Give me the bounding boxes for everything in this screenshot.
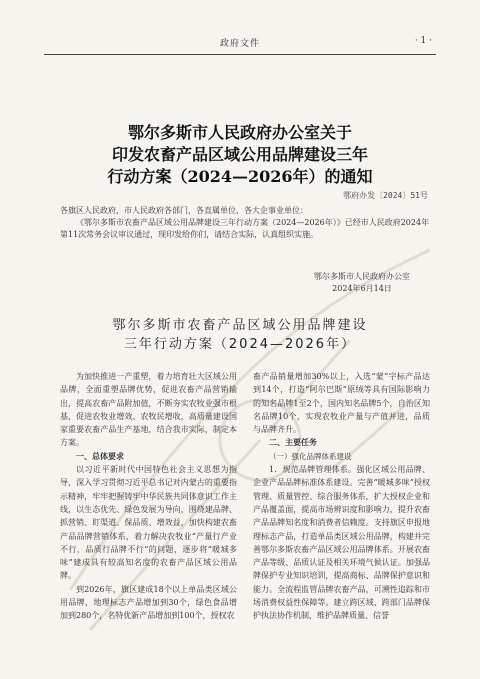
notice-recipients: 各旗区人民政府，市人民政府各部门，各直属单位，各大企事业单位： [60,206,308,215]
notice-text: 《鄂尔多斯市农畜产品区域公用品牌建设三年行动方案（2024—2026年）》已经市人民政府2024年第11次常务会议审议通过，现印发给你们，请结合实际，认真组织实施。 [60,218,430,239]
targets-continued: 畜产品销量增加30%以上，入选“蒙”字标产品达到14个，打造“阿尔巴斯”原绒等具有国际影响力的知名品牌1至2个，国内知名品牌5个，自治区知名品牌10个，实现农牧业产量与产值并进，品质与品牌齐升。 [253,372,430,435]
intro-paragraph: 为加快推进一产重塑，着力培育壮大区域公用品牌，全面重塑品牌优势，促进农畜产品营销输出，提高农畜产品附加值，不断夯实农牧业强市根基，促进农牧业增效、农牧民增收，高质量建设国家重要农畜产品生产基地，结合我市实际，制定本方案。 [60,372,237,448]
title-line: 行动方案（2024—2026年）的通知 [107,167,373,186]
section-heading: 一、总体要求 [76,450,124,461]
document-title [0,122,480,188]
section-paragraph: 以习近平新时代中国特色社会主义思想为指导，深入学习贯彻习近平总书记对内蒙古的重要指示精神，牢牢把握铸牢中华民族共同体意识工作主线，以生态优先、绿色发展为导向，围绕建品牌、抓营销、盯渠道、保品质、增效益，加快构建农畜产品品牌营销体系，着力解决农牧业“产量行产业不行，品质行品牌不行”的问题，逐步将“暖城多味”建成具有较高知名度的农畜产品区域公用品牌。 [60,465,237,581]
title-line: 印发农畜产品区域公用品牌建设三年 [111,145,368,164]
signoff [292,271,432,295]
title-line: 鄂尔多斯市人民政府办公室关于 [127,123,352,142]
plan-title [0,316,480,354]
left-column [60,370,237,623]
notice-body [60,205,430,241]
right-column [253,370,430,623]
header-section: 政府文件 [219,39,260,49]
document-number: 鄂府办发〔2024〕51号 [343,191,428,200]
subsection-heading: （一）强化品牌体系建设 [269,451,352,461]
signoff-date: 2024年6月14日 [332,284,392,293]
page-number: · 1 · [414,36,432,46]
signoff-org: 鄂尔多斯市人民政府办公室 [314,272,410,281]
subsection-paragraph: 1．规范品牌管理体系。强化区域公用品牌、企业产品品牌标准体系建设。完善“暖城多味”授权管理、质量管控、综合服务体系，扩大授权企业和产品覆盖面，提高市场辨识度和影响力，提升农畜产品品牌知名度和消费者信赖度。支持旗区申报地理标志产品，打造单品类区域公用品牌，构建并完善鄂尔多斯农畜产品区域公用品牌体系。开展农畜产品等级、品质认证及相关环境气候认证。加强品牌保护专业知识培训，提高商标、品牌保护意识和能力。全流程监管品牌农畜产品，可溯性追踪和市场消费权益性保障等。建立跨区域、跨部门品牌保护执法协作机制，维护品牌质量、信誉 [253,465,430,621]
plan-title-line: 三年行动方案（2024—2026年） [123,337,357,352]
targets-paragraph: 到2026年，旗区建成18个以上单品类区域公用品牌，地理标志产品增加到30个，绿色食品增加到280个，名特优新产品增加到100个，授权农 [60,584,237,621]
plan-title-line: 鄂尔多斯市农畜产品区域公用品牌建设 [112,318,368,333]
section-heading: 二、主要任务 [269,437,317,448]
header-divider [44,54,436,55]
